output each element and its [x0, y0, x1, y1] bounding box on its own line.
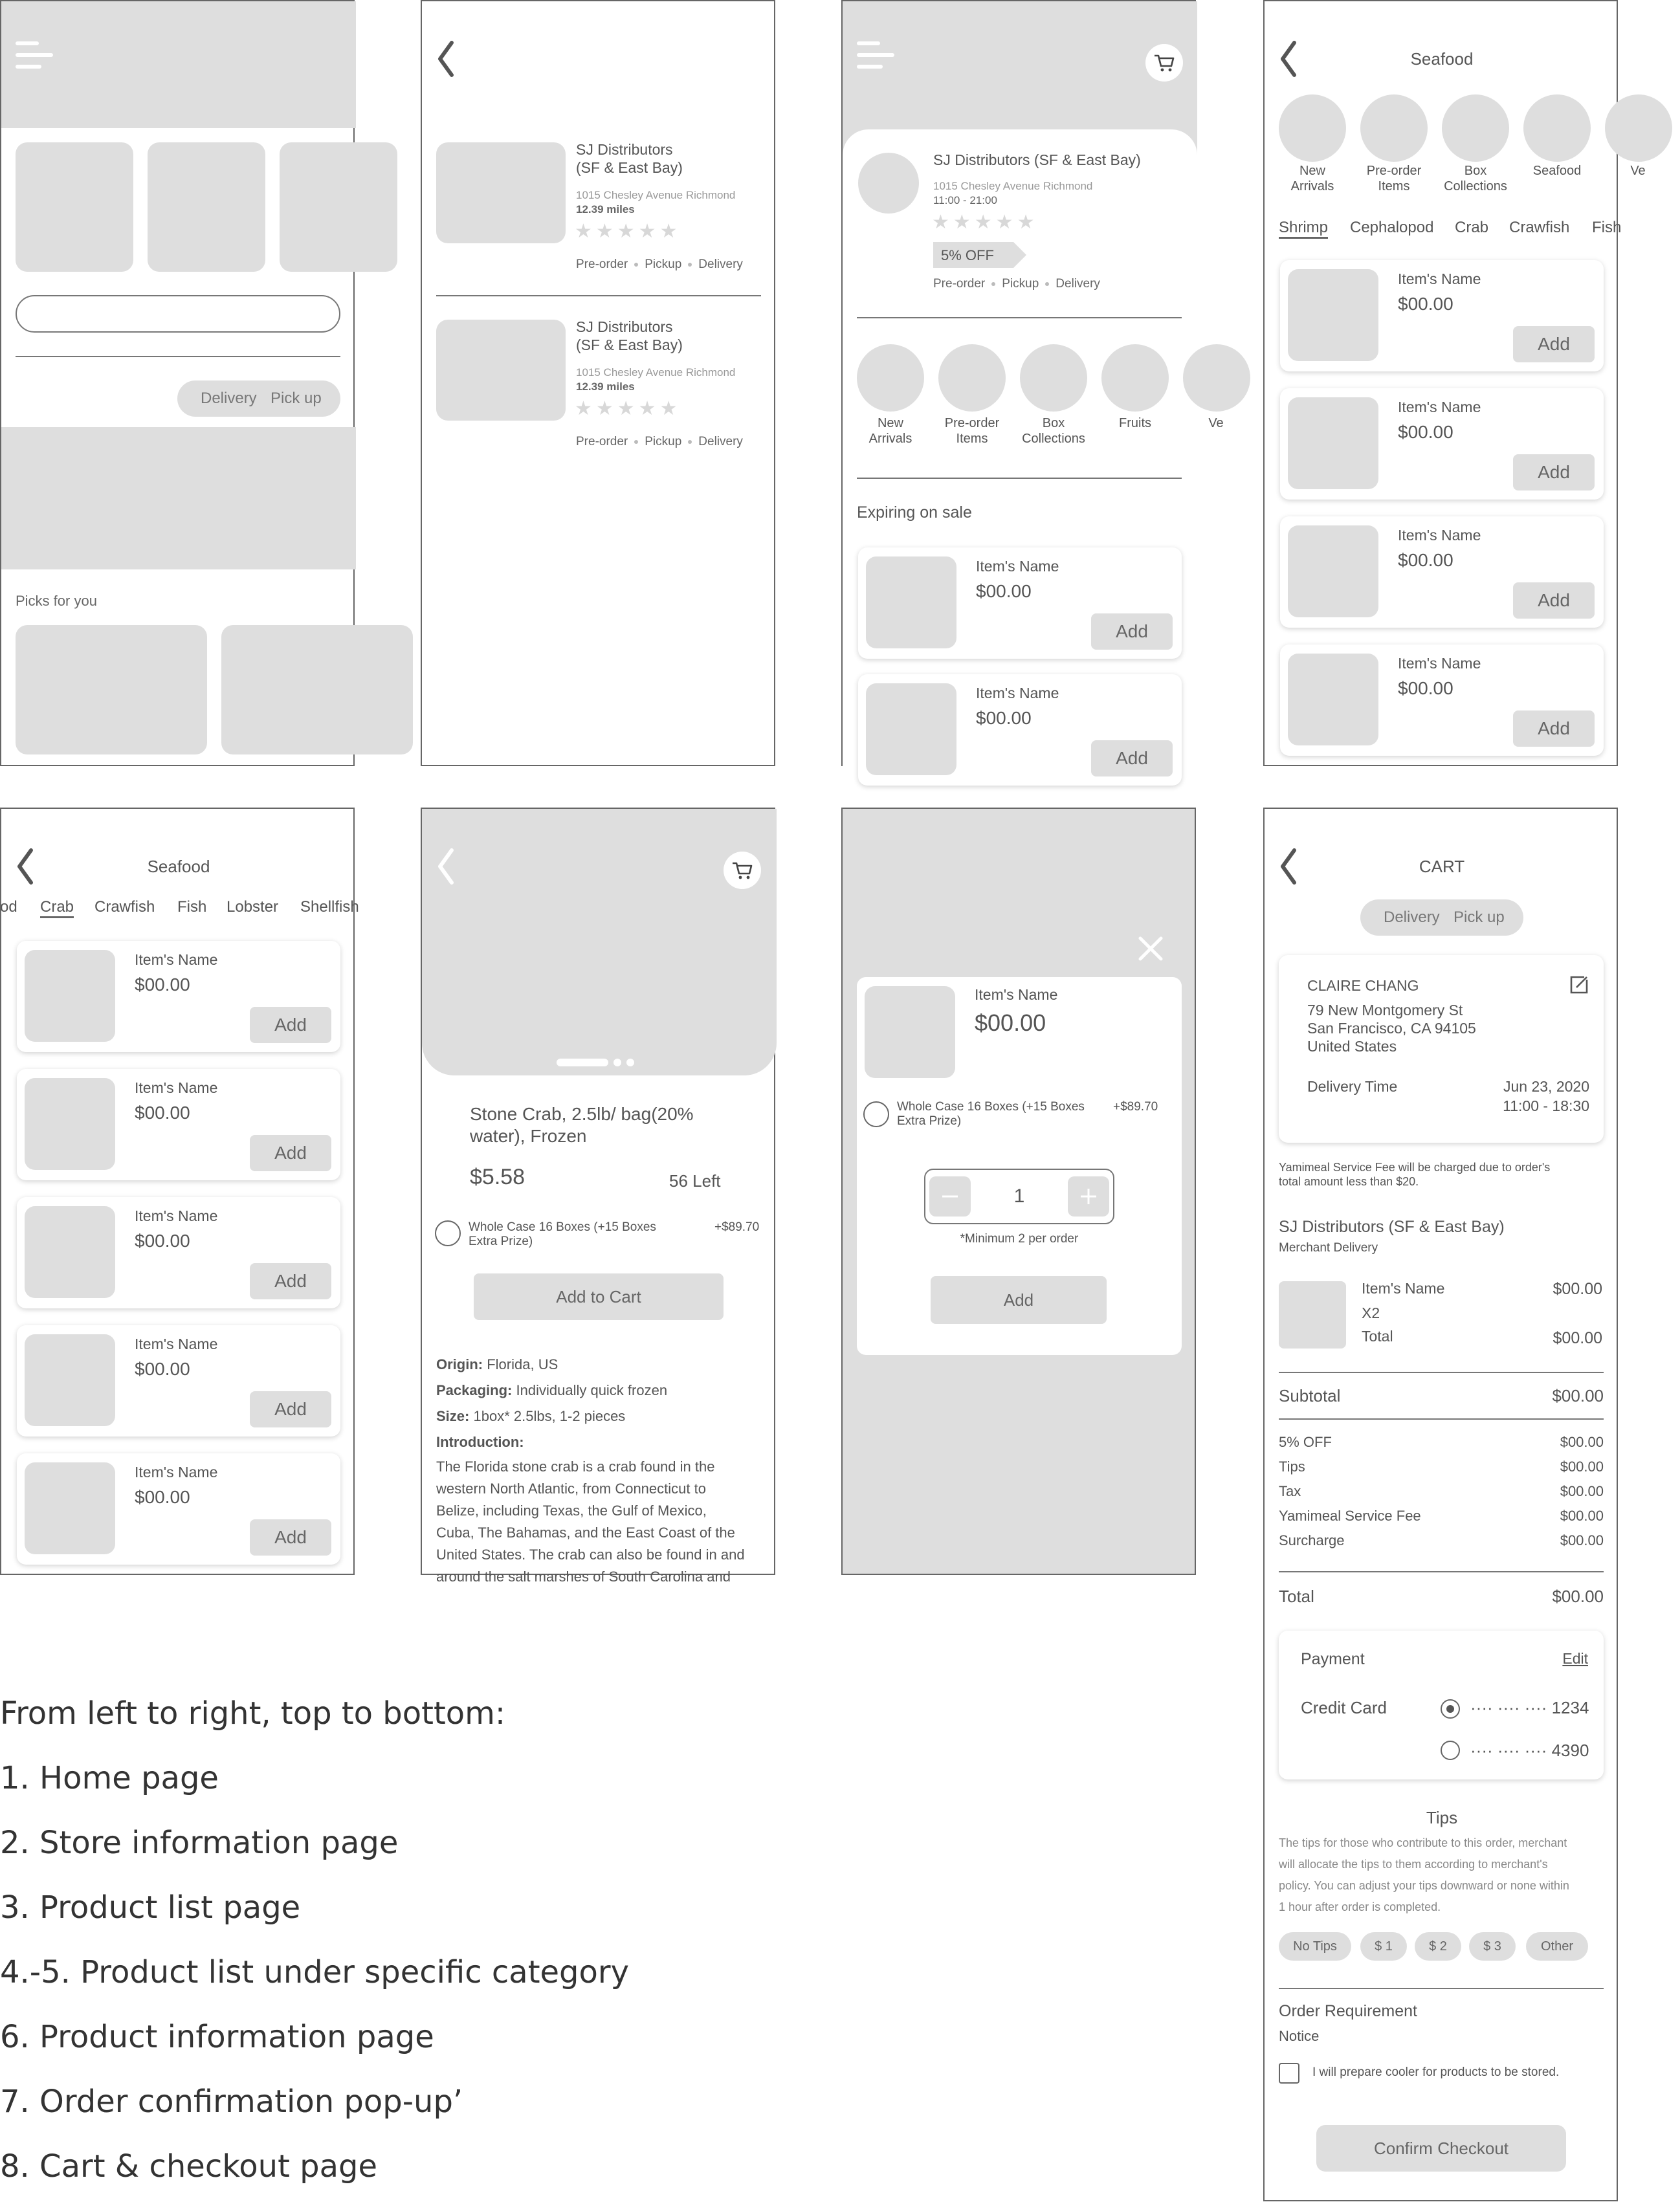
payment-label: Payment	[1301, 1650, 1365, 1668]
option-label-line2: Extra Prize)	[469, 1235, 533, 1248]
edit-payment-link[interactable]: Edit	[1562, 1650, 1588, 1667]
category-fruits[interactable]	[1101, 344, 1169, 412]
product-image	[25, 1462, 115, 1554]
origin-label: Origin:	[436, 1356, 483, 1372]
product-price: $00.00	[1398, 294, 1453, 314]
plus-button[interactable]	[1068, 1176, 1109, 1217]
add-button[interactable]: Add	[250, 1007, 331, 1043]
caption-item: 1. Home page	[0, 1760, 219, 1796]
carousel-dot	[613, 1059, 621, 1066]
cart-item-total-label: Total	[1362, 1328, 1393, 1345]
category-preorder-items[interactable]	[938, 344, 1006, 412]
store-name: SJ Distributors	[576, 141, 673, 158]
merchant-sub: Merchant Delivery	[1279, 1241, 1378, 1255]
store-name: SJ Distributors	[576, 318, 673, 335]
rating-stars: ★★★★★	[932, 212, 1039, 233]
page-title: Seafood	[1410, 49, 1474, 69]
cart-item-image	[1279, 1281, 1346, 1349]
delivery-option: Delivery	[698, 258, 743, 271]
product-card[interactable]	[1280, 260, 1604, 371]
product-image	[1288, 654, 1378, 745]
category-preorder-items[interactable]	[1360, 94, 1428, 162]
fee-row: Tips $00.00	[1279, 1459, 1604, 1475]
category-label: New Arrivals	[868, 416, 912, 446]
section-title: Expiring on sale	[857, 503, 972, 522]
category-new-arrivals[interactable]	[1279, 94, 1346, 162]
stock-left: 56 Left	[669, 1171, 721, 1191]
size-value: 1box* 2.5lbs, 1-2 pieces	[473, 1408, 626, 1424]
fee-note: Yamimeal Service Fee will be charged due to order's	[1279, 1161, 1551, 1174]
origin-row	[436, 1356, 558, 1373]
divider	[1279, 1372, 1604, 1373]
edit-icon[interactable]	[1569, 974, 1589, 995]
address-line2: San Francisco, CA 94105	[1307, 1020, 1476, 1037]
store-address: 1015 Chesley Avenue Richmond	[933, 180, 1093, 192]
notice-label: Notice	[1279, 2028, 1320, 2044]
customer-name: CLAIRE CHANG	[1307, 977, 1419, 994]
cart-item-qty: X2	[1362, 1305, 1380, 1321]
subtotal-value: $00.00	[1552, 1386, 1604, 1405]
category-new-arrivals[interactable]	[857, 344, 924, 412]
banner[interactable]	[1, 427, 356, 569]
fee-note-line2: total amount less than $20.	[1279, 1175, 1419, 1188]
delivery-pickup-toggle[interactable]	[1360, 899, 1523, 936]
add-button[interactable]: Add	[1513, 454, 1595, 490]
tab-crawfish[interactable]: Crawfish	[94, 898, 155, 916]
store-hours: 11:00 - 21:00	[933, 194, 997, 206]
product-card[interactable]	[1280, 644, 1604, 756]
product-price: $00.00	[135, 1103, 190, 1123]
delivery-option[interactable]: Delivery	[1384, 908, 1440, 926]
store-address: 1015 Chesley Avenue Richmond	[576, 189, 736, 201]
cart-item-price: $00.00	[1553, 1280, 1602, 1298]
tab-cephalopod[interactable]: Cephalopod	[1350, 219, 1434, 236]
tab-cephalopod[interactable]: od	[0, 898, 17, 916]
tab-shellfish[interactable]: Shellfish	[300, 898, 359, 916]
size-label: Size:	[436, 1408, 470, 1424]
card-number-2: ···· ···· ···· 4390	[1470, 1741, 1589, 1760]
caption-item: 3. Product list page	[0, 1889, 301, 1926]
product-name: Item's Name	[135, 951, 218, 968]
tip-option-2[interactable]: $ 2	[1415, 1932, 1461, 1961]
option-price: +$89.70	[714, 1220, 760, 1234]
option-label-line2: Extra Prize)	[897, 1114, 962, 1128]
product-hero-image	[422, 809, 777, 1075]
product-image	[25, 1206, 115, 1298]
store-name-sub: (SF & East Bay)	[576, 159, 683, 176]
tab-shrimp[interactable]: Shrimp	[1279, 219, 1328, 239]
product-list-screen	[841, 0, 1224, 768]
tip-option-3[interactable]: $ 3	[1469, 1932, 1516, 1961]
product-name: Item's Name	[135, 1079, 218, 1096]
store-image	[436, 320, 566, 421]
product-name: Item's Name	[976, 558, 1059, 575]
address-line3: United States	[1307, 1038, 1397, 1055]
category-vegetables[interactable]	[1183, 344, 1250, 412]
quantity-value: 1	[1013, 1185, 1025, 1207]
delivery-pickup-toggle[interactable]	[177, 380, 340, 417]
home-screen	[0, 0, 355, 766]
category-box-collections[interactable]	[1020, 344, 1087, 412]
product-price: $00.00	[135, 974, 190, 995]
divider	[857, 317, 1182, 318]
product-name: Item's Name	[1398, 527, 1481, 544]
product-image	[25, 1078, 115, 1170]
product-image	[865, 986, 955, 1078]
option-label: Whole Case 16 Boxes (+15 Boxes	[897, 1100, 1085, 1114]
product-price: $00.00	[135, 1359, 190, 1379]
divider	[16, 356, 340, 357]
credit-card-label: Credit Card	[1301, 1698, 1387, 1717]
product-price: $00.00	[135, 1487, 190, 1507]
rating-stars: ★★★★★	[575, 398, 681, 419]
menu-icon[interactable]	[16, 41, 56, 74]
product-price: $00.00	[1398, 678, 1453, 698]
caption-item: 2. Store information page	[0, 1825, 399, 1861]
divider	[1279, 1988, 1604, 1989]
packaging-row	[436, 1382, 667, 1399]
cart-icon[interactable]	[1145, 44, 1183, 82]
category-seafood[interactable]	[1523, 94, 1591, 162]
add-button[interactable]: Add	[1513, 582, 1595, 619]
category-screen	[1263, 0, 1646, 766]
divider	[857, 478, 1182, 479]
delivery-option: Delivery	[1056, 277, 1100, 291]
category-label: Pre-order Items	[944, 416, 1000, 446]
product-price: $00.00	[975, 1009, 1046, 1036]
page-title: CART	[1419, 857, 1465, 876]
option-price: +$89.70	[1113, 1100, 1158, 1114]
pick-card[interactable]	[221, 625, 413, 754]
store-address: 1015 Chesley Avenue Richmond	[576, 366, 736, 379]
store-name: SJ Distributors (SF & East Bay)	[933, 151, 1141, 168]
product-card[interactable]	[17, 1197, 340, 1308]
category-label: Fruits	[1119, 416, 1151, 430]
discount-text: 5% OFF	[941, 247, 994, 263]
caption-item: 8. Cart & checkout page	[0, 2148, 378, 2185]
tip-option-1[interactable]: $ 1	[1360, 1932, 1407, 1961]
product-card[interactable]	[858, 547, 1182, 659]
product-card[interactable]	[1280, 388, 1604, 500]
fee-row: Yamimeal Service Fee $00.00	[1279, 1508, 1604, 1524]
pickup-option[interactable]: Pick up	[1453, 908, 1505, 926]
tab-fish[interactable]: Fish	[177, 898, 207, 916]
delivery-option: Delivery	[698, 435, 743, 448]
add-button[interactable]: Add	[1513, 710, 1595, 747]
category-label: Pre-order Items	[1366, 164, 1422, 193]
product-name: Item's Name	[1398, 399, 1481, 415]
quantity-stepper[interactable]	[924, 1169, 1114, 1224]
add-button[interactable]: Add	[250, 1135, 331, 1171]
category-box-collections[interactable]	[1442, 94, 1509, 162]
pickup-option: Pickup	[645, 258, 682, 271]
tab-crab[interactable]: Crab	[40, 898, 74, 918]
product-card[interactable]	[17, 1069, 340, 1180]
product-name: Item's Name	[135, 1336, 218, 1352]
product-name: Item's Name	[135, 1207, 218, 1224]
add-to-cart-button[interactable]: Add to Cart	[474, 1273, 724, 1320]
product-image	[866, 683, 956, 775]
product-image	[866, 556, 956, 648]
product-card[interactable]	[17, 941, 340, 1052]
service-options	[576, 258, 743, 272]
total-row	[1279, 1587, 1604, 1607]
divider	[1279, 1571, 1604, 1572]
confirm-checkout-button[interactable]: Confirm Checkout	[1316, 2125, 1566, 2172]
option-label: Whole Case 16 Boxes (+15 Boxes	[469, 1220, 656, 1234]
payment-card	[1279, 1631, 1604, 1779]
carousel-dot	[626, 1059, 634, 1066]
minimum-note: *Minimum 2 per order	[960, 1232, 1079, 1246]
picks-label: Picks for you	[16, 593, 97, 609]
category-label: New Arrivals	[1290, 164, 1334, 193]
address-card	[1279, 955, 1604, 1143]
caption-item: 7. Order confirmation pop-up’	[0, 2084, 463, 2120]
address-line1: 79 New Montgomery St	[1307, 1002, 1463, 1018]
intro-label: Introduction:	[436, 1434, 524, 1450]
fee-row: 5% OFF $00.00	[1279, 1434, 1604, 1450]
search-input[interactable]	[16, 295, 340, 333]
tip-option-none[interactable]: No Tips	[1279, 1932, 1351, 1961]
menu-icon[interactable]	[857, 41, 897, 74]
product-card[interactable]	[17, 1453, 340, 1565]
divider	[1279, 1418, 1604, 1420]
product-image	[1288, 269, 1378, 361]
store-logo	[858, 153, 919, 214]
feature-card[interactable]	[16, 142, 133, 272]
add-button[interactable]: Add	[250, 1263, 331, 1299]
product-name: Item's Name	[1398, 655, 1481, 672]
add-button[interactable]: Add	[1091, 740, 1173, 776]
product-card[interactable]	[858, 674, 1182, 786]
pickup-option[interactable]: Pick up	[271, 390, 322, 407]
product-price: $00.00	[976, 581, 1032, 601]
merchant-name: SJ Distributors (SF & East Bay)	[1279, 1218, 1505, 1236]
fee-row: Tax $00.00	[1279, 1483, 1604, 1499]
category-label: Ve	[1208, 416, 1224, 430]
tips-title: Tips	[1426, 1808, 1458, 1827]
tab-fish[interactable]: Fish	[1592, 219, 1622, 236]
packaging-label: Packaging:	[436, 1382, 513, 1398]
category-label: Box Collections	[1022, 416, 1085, 446]
category-label: Ve	[1630, 164, 1646, 178]
cart-item-name: Item's Name	[1362, 1280, 1445, 1297]
preorder-option: Pre-order	[576, 435, 628, 448]
product-name: Item's Name	[975, 986, 1058, 1003]
cart-screen	[1263, 808, 1618, 2201]
store-distance: 12.39 miles	[576, 203, 635, 215]
category-crab-screen	[0, 808, 359, 1575]
product-card[interactable]	[17, 1325, 340, 1437]
pick-card[interactable]	[16, 625, 207, 754]
option-radio[interactable]	[863, 1101, 889, 1127]
cooler-checkbox[interactable]	[1279, 2063, 1299, 2084]
size-row	[436, 1408, 625, 1425]
tips-text: The tips for those who contribute to this order, merchant will allocate the tips to them according to merchant's policy. You can adjust your tips downward or none within 1 hour after order is completed.	[1279, 1836, 1569, 1913]
cart-icon[interactable]	[724, 852, 761, 889]
product-name: Item's Name	[1398, 270, 1481, 287]
product-price: $00.00	[1398, 422, 1453, 442]
popup-card	[857, 977, 1182, 1355]
product-image	[25, 950, 115, 1042]
caption-item: 4.-5. Product list under specific category	[0, 1954, 630, 1990]
card-radio-selected[interactable]	[1441, 1699, 1460, 1719]
back-arrow-icon[interactable]	[436, 848, 456, 885]
discount-badge	[933, 242, 1026, 268]
origin-value: Florida, US	[487, 1356, 558, 1372]
product-title-line2: water), Frozen	[470, 1126, 587, 1146]
product-info-screen	[421, 808, 775, 1585]
category-label: Box Collections	[1444, 164, 1507, 193]
order-requirement-title: Order Requirement	[1279, 2002, 1417, 2020]
total-value: $00.00	[1552, 1587, 1604, 1606]
add-button[interactable]: Add	[250, 1391, 331, 1427]
tip-option-other[interactable]: Other	[1526, 1932, 1588, 1961]
back-arrow-icon[interactable]	[436, 40, 456, 78]
divider	[436, 295, 761, 296]
add-button[interactable]: Add	[250, 1519, 331, 1556]
product-price: $5.58	[470, 1165, 525, 1189]
add-button[interactable]: Add	[1091, 613, 1173, 650]
store-info-screen	[421, 0, 775, 766]
delivery-option[interactable]: Delivery	[201, 390, 257, 407]
preorder-option: Pre-order	[576, 258, 628, 271]
product-price: $00.00	[1398, 550, 1453, 570]
card-number-1: ···· ···· ···· 1234	[1470, 1698, 1589, 1717]
product-title: Stone Crab, 2.5lb/ bag(20%	[470, 1104, 694, 1124]
total-label: Total	[1279, 1587, 1314, 1606]
tab-lobster[interactable]: Lobster	[227, 898, 279, 916]
service-options	[933, 277, 1100, 291]
cart-item-total: $00.00	[1553, 1329, 1602, 1347]
close-icon[interactable]	[1138, 936, 1164, 962]
preorder-option: Pre-order	[933, 277, 986, 291]
page-title: Seafood	[147, 857, 210, 876]
caption-intro: From left to right, top to bottom:	[0, 1695, 506, 1732]
product-image	[1288, 397, 1378, 489]
product-image	[25, 1334, 115, 1426]
service-options	[576, 435, 743, 449]
subtotal-label: Subtotal	[1279, 1386, 1341, 1405]
pickup-option: Pickup	[1002, 277, 1039, 291]
add-button[interactable]: Add	[931, 1276, 1107, 1324]
cooler-text: I will prepare cooler for products to be stored.	[1312, 2065, 1560, 2079]
tab-crab[interactable]: Crab	[1455, 219, 1489, 236]
delivery-date: Jun 23, 2020	[1503, 1078, 1589, 1095]
order-popup-screen	[841, 808, 1196, 1575]
store-distance: 12.39 miles	[576, 380, 635, 393]
delivery-time-label: Delivery Time	[1307, 1078, 1398, 1095]
category-label: Seafood	[1532, 164, 1582, 178]
card-radio[interactable]	[1441, 1741, 1460, 1760]
product-card[interactable]	[1280, 516, 1604, 628]
delivery-window: 11:00 - 18:30	[1503, 1097, 1589, 1114]
category-vegetables[interactable]	[1605, 94, 1672, 162]
store-name-sub: (SF & East Bay)	[576, 336, 683, 353]
pickup-option: Pickup	[645, 435, 682, 448]
product-image	[1288, 525, 1378, 617]
feature-card[interactable]	[280, 142, 397, 272]
option-radio[interactable]	[435, 1220, 461, 1246]
packaging-value: Individually quick frozen	[516, 1382, 668, 1398]
intro-text: The Florida stone crab is a crab found in the western North Atlantic, from Connecticut to Belize, including Texas, the Gulf of Mexico, Cuba, The Bahamas, and the East Coast of the United States. The crab can also be found in and around the salt marshes of South Carolina and	[436, 1459, 745, 1585]
rating-stars: ★★★★★	[575, 221, 681, 242]
product-price: $00.00	[135, 1231, 190, 1251]
caption-item: 6. Product information page	[0, 2019, 434, 2055]
tab-crawfish[interactable]: Crawfish	[1509, 219, 1570, 236]
carousel-indicator	[557, 1059, 608, 1066]
fee-row: Surcharge $00.00	[1279, 1532, 1604, 1548]
product-price: $00.00	[976, 708, 1032, 728]
product-name: Item's Name	[976, 685, 1059, 701]
feature-card[interactable]	[148, 142, 265, 272]
subtotal-row	[1279, 1386, 1604, 1406]
store-image	[436, 142, 566, 243]
add-button[interactable]: Add	[1513, 326, 1595, 362]
product-name: Item's Name	[135, 1464, 218, 1481]
